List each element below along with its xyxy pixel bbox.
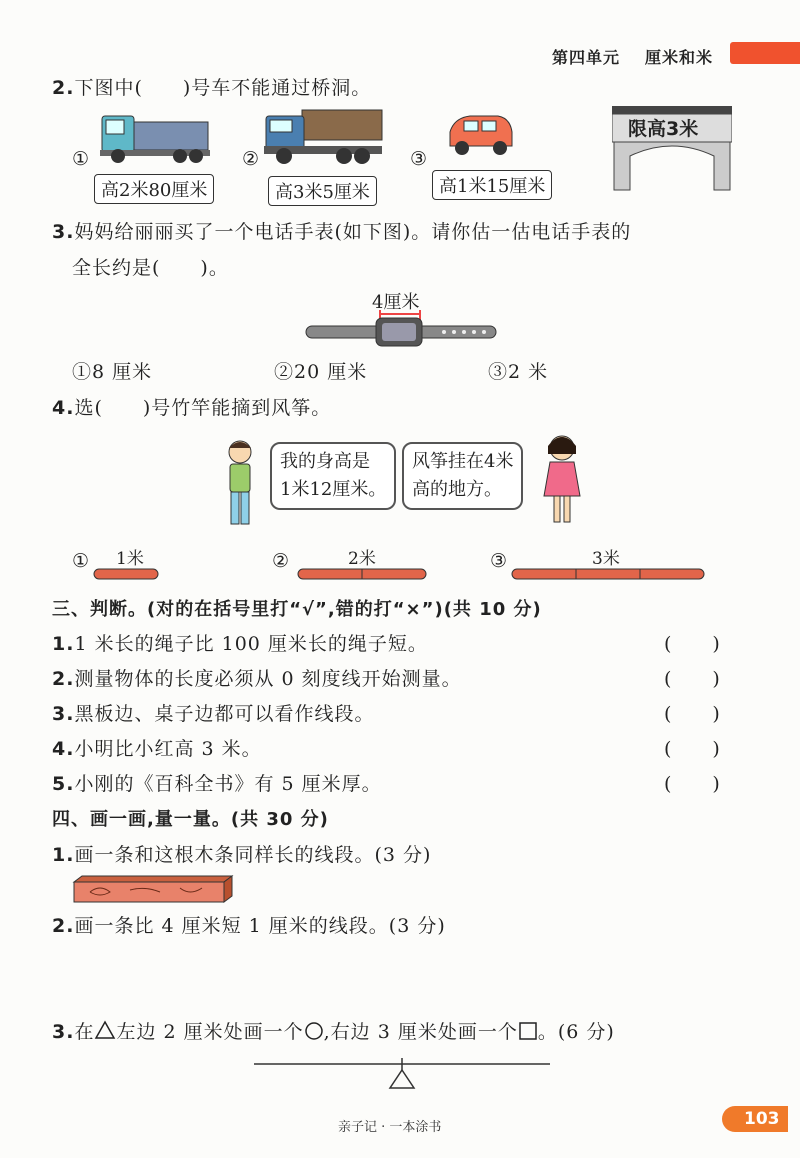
boy-speech-bubble: 我的身高是 1米12厘米。: [270, 442, 396, 510]
circle-icon: [304, 1020, 324, 1040]
judge-item-2: 2.测量物体的长度必须从 0 刻度线开始测量。: [52, 668, 462, 690]
girl-speech-bubble: 风筝挂在4米 高的地方。: [402, 442, 523, 510]
girl-icon: [540, 432, 584, 528]
footer-brand: 亲子记 · 一本涂书: [338, 1120, 442, 1135]
triangle-icon: [94, 1020, 116, 1040]
bridge-sign: 限高3米: [628, 118, 699, 140]
section-3-title: 三、判断。(对的在括号里打“√”,错的打“×”)(共 10 分): [52, 599, 542, 620]
watch-dimension-label: 4厘米: [372, 292, 420, 313]
car-2-label: 高3米5厘米: [268, 176, 377, 206]
judge-answer-4[interactable]: ( ): [664, 738, 721, 760]
q2-line: 2.下图中( )号车不能通过桥洞。: [52, 77, 372, 99]
car-3-label: 高1米15厘米: [432, 170, 552, 200]
judge-answer-5[interactable]: ( ): [664, 773, 721, 795]
q3-line1: 3.妈妈给丽丽买了一个电话手表(如下图)。请你估一估电话手表的: [52, 221, 632, 243]
judge-item-3: 3.黑板边、桌子边都可以看作线段。: [52, 703, 375, 725]
judge-answer-3[interactable]: ( ): [664, 703, 721, 725]
pole-1: [92, 566, 162, 582]
truck-1-icon: [96, 110, 216, 165]
judge-answer-2[interactable]: ( ): [664, 668, 721, 690]
judge-answer-1[interactable]: ( ): [664, 633, 721, 655]
car-3-mark: ③: [410, 148, 428, 170]
pole-1-mark: ①: [72, 550, 90, 572]
car-2-mark: ②: [242, 148, 260, 170]
unit-label: 第四单元: [552, 48, 621, 67]
pole-3-label: 3米: [592, 549, 620, 569]
q3-option-3: ③2 米: [488, 361, 549, 383]
car-1-mark: ①: [72, 148, 90, 170]
pole-2: [296, 566, 430, 582]
topic-label: 厘米和米: [645, 48, 714, 67]
draw-q1: 1.画一条和这根木条同样长的线段。(3 分): [52, 844, 432, 866]
pole-3-mark: ③: [490, 550, 508, 572]
draw-q3: 3.在 左边 2 厘米处画一个 ,右边 3 厘米处画一个 。(6 分): [52, 1021, 615, 1043]
car-1-label: 高2米80厘米: [94, 174, 214, 204]
baseline-with-triangle: [254, 1054, 554, 1092]
square-icon: [518, 1020, 538, 1040]
page-number: 103: [722, 1106, 788, 1132]
boy-icon: [220, 438, 260, 530]
header-accent-bar: [730, 42, 800, 64]
watch-icon: [304, 310, 500, 350]
wood-strip-icon: [70, 874, 236, 906]
judge-item-4: 4.小明比小红高 3 米。: [52, 738, 262, 760]
pole-2-label: 2米: [348, 549, 376, 569]
q3-option-1: ①8 厘米: [72, 361, 153, 383]
pole-3: [510, 566, 708, 582]
q3-line2: 全长约是( )。: [72, 257, 229, 279]
judge-item-1: 1.1 米长的绳子比 100 厘米长的绳子短。: [52, 633, 428, 655]
pole-1-label: 1米: [116, 549, 144, 569]
q4-line: 4.选( )号竹竿能摘到风筝。: [52, 397, 332, 419]
draw-q2: 2.画一条比 4 厘米短 1 厘米的线段。(3 分): [52, 915, 446, 937]
judge-item-5: 5.小刚的《百科全书》有 5 厘米厚。: [52, 773, 382, 795]
car-3-icon: [444, 112, 516, 158]
truck-2-icon: [262, 106, 386, 166]
q3-option-2: ②20 厘米: [274, 361, 368, 383]
section-4-title: 四、画一画,量一量。(共 30 分): [52, 809, 329, 830]
pole-2-mark: ②: [272, 550, 290, 572]
